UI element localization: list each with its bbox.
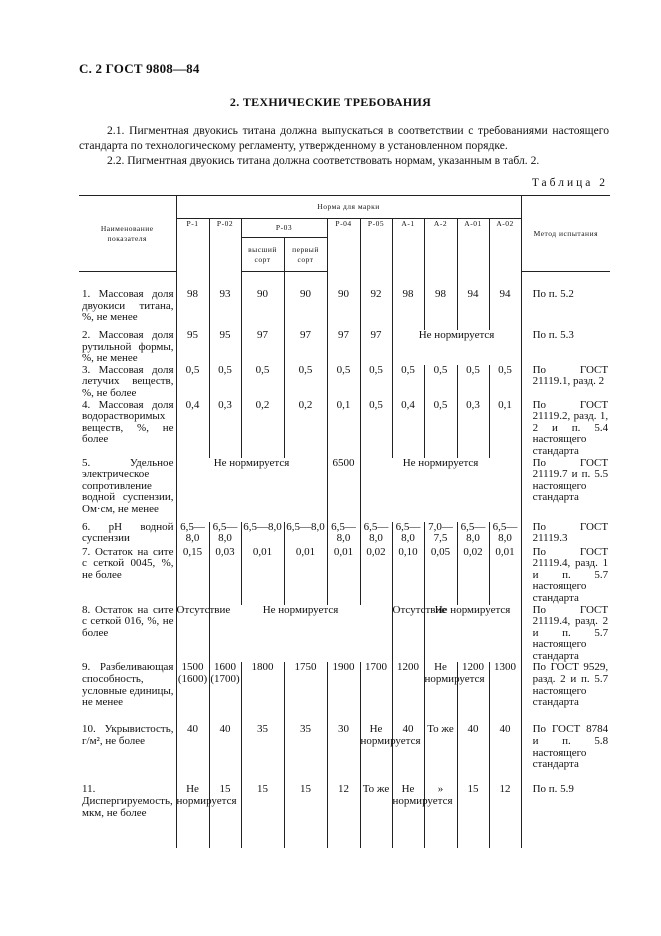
norm-value: 0,4 [392,400,424,458]
parameter-name: 5. Удельное электрическое сопротивление водной суспензии, Ом·см, не менее [79,458,176,522]
norm-value: 6,5—8,0 [209,522,241,547]
section-title: 2. ТЕХНИЧЕСКИЕ ТРЕБОВАНИЯ [229,95,432,109]
test-method: По ГОСТ 21119.3 [521,522,610,547]
norm-value: 0,3 [209,400,241,458]
norm-value: 98 [424,289,457,330]
parameter-name: 3. Массовая доля летучих веществ, %, не более [79,365,176,400]
norm-value: Не нормируется [424,662,457,724]
norm-value: 6,5—8,0 [176,522,209,547]
norm-value: 97 [284,330,327,365]
norm-value: То же [360,784,392,848]
norm-value: 0,4 [176,400,209,458]
table-caption: Таблица 2 [531,177,608,189]
grade-header: А-02 [489,219,521,272]
norm-value: 1800 [241,662,284,724]
table-row [79,365,610,400]
norm-value: 90 [327,289,360,330]
norm-value: 0,5 [424,400,457,458]
norm-value: 93 [209,289,241,330]
norm-value: Не нормируется [392,784,424,848]
norm-value: 0,5 [360,365,392,400]
norm-value: 15 [241,784,284,848]
table-row [79,289,610,330]
table-row [79,605,610,663]
test-method: По п. 5.3 [521,330,610,365]
norm-value: 98 [176,289,209,330]
norm-value: 6,5—8,0 [457,522,489,547]
parameter-name: 1. Массовая доля двуокиси титана, %, не менее [79,289,176,330]
parameter-name: 6. pH водной суспензии [79,522,176,547]
norm-value: 0,02 [457,547,489,605]
norm-value: То же [424,724,457,784]
norm-value: 0,01 [327,547,360,605]
norm-value: 0,05 [424,547,457,605]
norm-value: Не нормируется [360,724,392,784]
grade-header-p03: Р-03 [241,219,327,238]
table-row [79,400,610,458]
norm-value: 0,01 [489,547,521,605]
norm-value: 6,5—8,0 [489,522,521,547]
norm-value: 0,15 [176,547,209,605]
norm-value: 1900 [327,662,360,724]
table-row [79,724,610,784]
norm-value: 0,5 [457,365,489,400]
grade-header: А-01 [457,219,489,272]
norm-value: 94 [489,289,521,330]
norm-value: 90 [284,289,327,330]
test-method: По п. 5.2 [521,289,610,330]
norm-value: 92 [360,289,392,330]
norm-value: 40 [176,724,209,784]
test-method: По п. 5.9 [521,784,610,848]
norm-value: 1700 [360,662,392,724]
norm-value: 15 [457,784,489,848]
norm-value: Не нормируется [176,784,209,848]
norm-span: Не нормируется [176,458,327,522]
norm-value: Отсутствие [176,605,209,663]
norm-value: 6,5—8,0 [360,522,392,547]
norm-value: 0,3 [457,400,489,458]
norm-value: 40 [457,724,489,784]
norm-value: 15 [209,784,241,848]
test-method: По ГОСТ 8784 и п. 5.8 настоящего стандарта [521,724,610,784]
norm-span: Не нормируется [392,330,521,365]
grade-header: Р-04 [327,219,360,272]
norm-value: 12 [327,784,360,848]
subgrade-header: первый сорт [284,238,327,272]
grade-header: А-2 [424,219,457,272]
norm-value: 6500 [327,458,360,522]
parameter-name: 2. Массовая доля рутильной формы, %, не менее [79,330,176,365]
norm-value: 0,03 [209,547,241,605]
table-row [79,458,610,522]
norm-value: 97 [327,330,360,365]
test-method: По ГОСТ 21119.4, разд. 2 и п. 5.7 настоящего стандарта [521,605,610,663]
norm-value: 0,5 [424,365,457,400]
test-method: По ГОСТ 9529, разд. 2 и п. 5.7 настоящего стандарта [521,662,610,724]
norm-value: 15 [284,784,327,848]
norm-value: 1500 (1600) [176,662,209,724]
norm-value: 0,5 [360,400,392,458]
grade-header: Р-1 [176,219,209,272]
grade-header: А-1 [392,219,424,272]
norm-value: 1200 [457,662,489,724]
norm-value: 40 [209,724,241,784]
parameter-name: 11. Диспергируемость, мкм, не более [79,784,176,848]
norm-value: 0,01 [241,547,284,605]
subgrade-header: высший сорт [241,238,284,272]
norm-value: 98 [392,289,424,330]
norm-value: » [424,784,457,848]
requirements-table [79,195,610,848]
norm-value: 0,2 [241,400,284,458]
norm-value: 95 [176,330,209,365]
norm-value: 40 [489,724,521,784]
norm-value: 95 [209,330,241,365]
norm-value: 90 [241,289,284,330]
parameter-name: 7. Остаток на сите с сеткой 0045, %, не более [79,547,176,605]
col-header-method: Метод испытания [521,196,610,272]
parameter-name: 9. Разбеливающая способность, условные единицы, не менее [79,662,176,724]
norm-value: 30 [327,724,360,784]
norm-value: 0,1 [489,400,521,458]
norm-value: 0,5 [327,365,360,400]
norm-value: 7,0—7,5 [424,522,457,547]
norm-value: 0,1 [327,400,360,458]
test-method: По ГОСТ 21119.1, разд. 2 [521,365,610,400]
paragraph-2-1: 2.1. Пигментная двуокись титана должна выпускаться в соответствии с требованиями настоящего стандарта по технологическому регламенту, утвержденному в установленном порядке. [79,124,609,152]
parameter-name: 10. Укрывистость, г/м², не более [79,724,176,784]
test-method: По ГОСТ 21119.7 и п. 5.5 настоящего стандарта [521,458,610,522]
grade-header: Р-05 [360,219,392,272]
parameter-name: 4. Массовая доля водорастворимых веществ, %, не более [79,400,176,458]
norm-value: 0,5 [176,365,209,400]
norm-value: 6,5—8,0 [392,522,424,547]
norm-value: 6,5—8,0 [241,522,284,547]
table-row [79,330,610,365]
norm-value: 1200 [392,662,424,724]
norm-value: 94 [457,289,489,330]
table-row [79,784,610,848]
norm-value: 1300 [489,662,521,724]
norm-value: Отсутствие [392,605,424,663]
norm-value: 0,5 [489,365,521,400]
norm-span: Не нормируется [424,605,521,663]
norm-value: 35 [284,724,327,784]
col-header-grades-group: Норма для марки [176,196,521,219]
parameter-name: 8. Остаток на сите с сеткой 016, %, не более [79,605,176,663]
norm-value: 0,5 [241,365,284,400]
col-header-name: Наименование показателя [79,196,176,272]
paragraph-2-2: 2.2. Пигментная двуокись титана должна соответствовать нормам, указанным в табл. 2. [107,154,540,167]
grade-header: Р-02 [209,219,241,272]
norm-value: 1750 [284,662,327,724]
table-row [79,522,610,547]
norm-value: 0,2 [284,400,327,458]
norm-value: 0,01 [284,547,327,605]
norm-span: Не нормируется [209,605,392,663]
norm-value: 6,5—8,0 [327,522,360,547]
norm-value: 0,02 [360,547,392,605]
page-header: С. 2 ГОСТ 9808—84 [79,61,200,76]
norm-value: 0,5 [392,365,424,400]
norm-value: 6,5—8,0 [284,522,327,547]
norm-value: 35 [241,724,284,784]
table-row [79,662,610,724]
norm-value: 12 [489,784,521,848]
norm-value: 0,5 [209,365,241,400]
test-method: По ГОСТ 21119.2, разд. 1, 2 и п. 5.4 настоящего стандарта [521,400,610,458]
norm-value: 1600 (1700) [209,662,241,724]
norm-value: 97 [241,330,284,365]
norm-value: 0,10 [392,547,424,605]
norm-value: 0,5 [284,365,327,400]
norm-span: Не нормируется [360,458,521,522]
table-row [79,547,610,605]
norm-value: 40 [392,724,424,784]
test-method: По ГОСТ 21119.4, разд. 1 и п. 5.7 настоящего стандарта [521,547,610,605]
norm-value: 97 [360,330,392,365]
